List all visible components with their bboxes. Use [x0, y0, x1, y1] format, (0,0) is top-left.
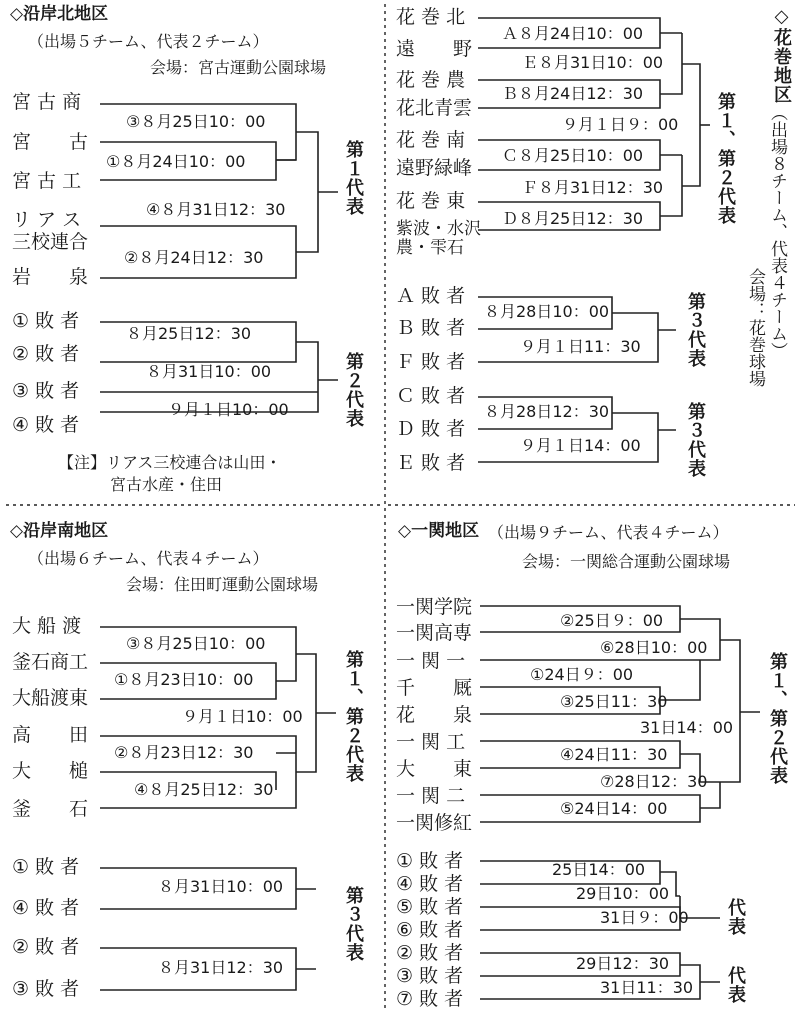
ichinoseki-venue: 会場：一関総合運動公園球場: [522, 552, 731, 571]
match-label: ①８月23日10：00: [114, 670, 254, 689]
team-label: 一 関 一: [396, 650, 466, 672]
bracket-line: [682, 64, 700, 186]
loser-label: ① 敗 者: [12, 856, 80, 878]
loser-label: ③ 敗 者: [12, 380, 80, 402]
team-label: 大船渡東: [12, 687, 89, 709]
representative-label: 第１、第２代表: [767, 652, 788, 785]
engan-minami-subtitle: （出場６チーム、代表４チーム）: [28, 549, 269, 568]
team-label: 大 槌: [12, 760, 89, 782]
match-label: ④８月31日12：30: [146, 200, 286, 219]
engan-kita-venue: 会場：宮古運動公園球場: [150, 58, 327, 77]
match-label: ８月28日12：30: [484, 402, 610, 421]
loser-label: ② 敗 者: [12, 343, 80, 365]
team-label: 花 巻 南: [396, 129, 466, 151]
loser-label: ⑤ 敗 者: [396, 896, 464, 918]
bracket-line: [660, 155, 682, 216]
loser-label: Ｃ 敗 者: [396, 385, 466, 407]
match-label: ８月31日10：00: [158, 877, 284, 896]
team-label: 花北青雲: [396, 97, 473, 119]
match-label: ９月１日10：00: [168, 400, 289, 419]
loser-label: Ｄ 敗 者: [396, 418, 466, 440]
match-label: ９月１日14：00: [520, 436, 641, 455]
team-label: 三校連合: [12, 231, 89, 253]
representative-label: 第１、第２代表: [343, 650, 364, 783]
team-label: 大 船 渡: [12, 615, 82, 637]
match-label: ②８月24日12：30: [124, 248, 264, 267]
match-label: ８月31日10：00: [146, 362, 272, 381]
loser-label: ⑦ 敗 者: [396, 988, 464, 1010]
loser-label: ④ 敗 者: [12, 897, 80, 919]
representative-label: 第３代表: [343, 886, 364, 962]
loser-label: ① 敗 者: [396, 850, 464, 872]
match-label: ９月１日10：00: [182, 707, 303, 726]
representative-label: 第２代表: [343, 352, 364, 428]
match-label: ⑤24日14：00: [560, 799, 668, 818]
bracket-line: [660, 33, 682, 94]
match-label: ③８月25日10：00: [126, 112, 266, 131]
bracket-line: [296, 132, 318, 252]
loser-label: Ｆ 敗 者: [396, 351, 466, 373]
representative-label: 代表: [725, 966, 746, 1004]
match-label: ③８月25日10：00: [126, 634, 266, 653]
loser-label: ② 敗 者: [396, 942, 464, 964]
hanamaki-venue: 会場：花巻球場: [745, 268, 765, 387]
representative-label: 第１代表: [343, 140, 364, 216]
team-label: リ ア ス: [12, 209, 82, 231]
loser-label: Ｂ 敗 者: [396, 317, 466, 339]
note-line: 【注】リアス三校連合は山田・: [58, 453, 282, 472]
match-label: ④８月25日12：30: [134, 780, 274, 799]
team-label: 釜石商工: [12, 651, 89, 673]
team-label: 花 巻 北: [396, 6, 466, 28]
loser-label: Ｅ 敗 者: [396, 452, 466, 474]
engan-minami-venue: 会場：住田町運動公園球場: [126, 575, 319, 594]
loser-label: ② 敗 者: [12, 936, 80, 958]
loser-label: ③ 敗 者: [12, 978, 80, 1000]
match-label: Ｂ８月24日12：30: [502, 84, 644, 103]
loser-label: ④ 敗 者: [396, 873, 464, 895]
ichinoseki-title: ◇一関地区: [398, 521, 480, 541]
match-label: ③25日11：30: [560, 692, 668, 711]
team-label: 一関学院: [396, 596, 473, 618]
team-label: 宮 古 工: [12, 170, 82, 192]
engan-minami-title: ◇沿岸南地区: [10, 521, 109, 541]
match-label: ①８月24日10：00: [106, 152, 246, 171]
engan-kita-subtitle: （出場５チーム、代表２チーム）: [28, 32, 269, 51]
team-label: 千 厩: [396, 677, 473, 699]
match-label: 29日10：00: [576, 884, 670, 903]
match-label: Ｃ８月25日10：00: [502, 146, 644, 165]
representative-label: 第３代表: [685, 402, 706, 478]
team-label: 花 巻 農: [396, 69, 466, 91]
match-label: 31日14：00: [640, 718, 734, 737]
team-label: 岩 泉: [12, 266, 89, 288]
match-label: 25日14：00: [552, 860, 646, 879]
match-label: ８月28日10：00: [484, 302, 610, 321]
loser-label: Ａ 敗 者: [396, 285, 466, 307]
match-label: ④24日11：30: [560, 745, 668, 764]
team-label: 高 田: [12, 724, 89, 746]
loser-label: ⑥ 敗 者: [396, 919, 464, 941]
team-label: 紫波・水沢 農・雫石: [396, 219, 481, 258]
match-label: ８月25日12：30: [126, 324, 252, 343]
match-label: ９月１日11：30: [520, 337, 641, 356]
match-label: Ｅ８月31日10：00: [522, 53, 664, 72]
hanamaki-title: ◇花巻地区: [771, 6, 792, 104]
match-label: 31日11：30: [600, 978, 694, 997]
team-label: 花 泉: [396, 704, 473, 726]
team-label: 遠野緑峰: [396, 157, 473, 179]
team-label: 宮 古 商: [12, 91, 82, 113]
team-label: 一関修紅: [396, 812, 473, 834]
representative-label: 第１、第２代表: [715, 92, 736, 225]
loser-label: ① 敗 者: [12, 310, 80, 332]
ichinoseki-subtitle: （出場９チーム、代表４チーム）: [488, 523, 729, 542]
bracket-line: [720, 640, 740, 782]
match-label: 29日12：30: [576, 954, 670, 973]
team-label: 遠 野: [396, 38, 473, 60]
representative-label: 代表: [725, 898, 746, 936]
match-label: Ｄ８月25日12：30: [502, 209, 644, 228]
team-label: 大 東: [396, 758, 473, 780]
team-label: 一 関 工: [396, 731, 466, 753]
engan-kita-title: ◇沿岸北地区: [10, 4, 109, 24]
representative-label: 第３代表: [685, 292, 706, 368]
match-label: Ｆ８月31日12：30: [522, 178, 664, 197]
loser-label: ④ 敗 者: [12, 414, 80, 436]
match-label: ②25日９：00: [560, 611, 664, 630]
team-label: 一関高専: [396, 622, 473, 644]
match-label: ②８月23日12：30: [114, 743, 254, 762]
match-label: ⑦28日12：30: [600, 772, 708, 791]
note-line: 宮古水産・住田: [110, 475, 223, 494]
team-label: 釜 石: [12, 798, 89, 820]
hanamaki-subtitle: （出場８チーム、代表４チーム）: [767, 104, 787, 359]
team-label: 宮 古: [12, 131, 89, 153]
match-label: 31日９：00: [600, 908, 689, 927]
match-label: ⑥28日10：00: [600, 638, 708, 657]
match-label: ８月31日12：30: [158, 958, 284, 977]
match-label: ①24日９：00: [530, 665, 634, 684]
team-label: 一 関 二: [396, 785, 466, 807]
loser-label: ③ 敗 者: [396, 965, 464, 987]
match-label: ９月１日９：00: [562, 115, 679, 134]
match-label: Ａ８月24日10：00: [502, 24, 644, 43]
team-label: 花 巻 東: [396, 190, 466, 212]
